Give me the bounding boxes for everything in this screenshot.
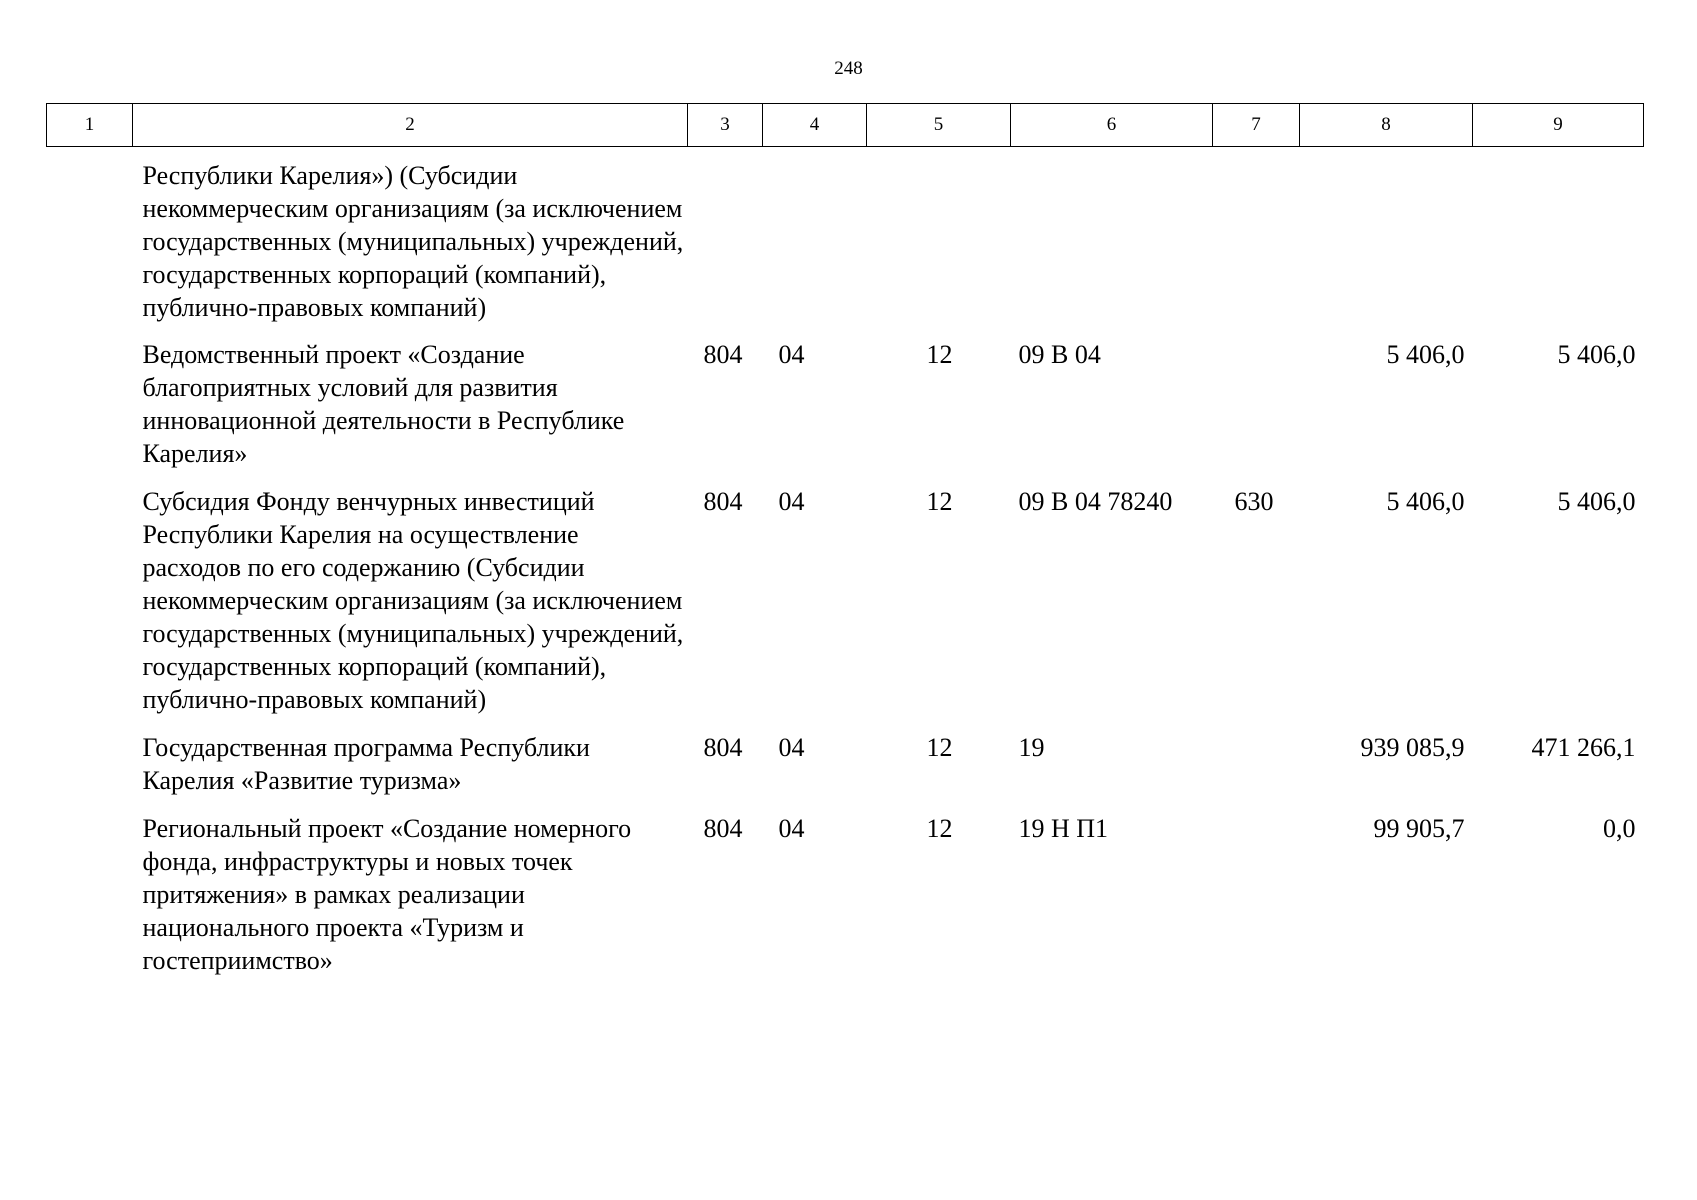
page-number: 248 [834,58,863,79]
row-section-code: 04 [778,814,805,843]
row-subsection-code: 12 [926,340,953,369]
row-number [47,338,133,485]
row-amount-1 [1300,147,1473,339]
row-number [47,731,133,812]
row-section-code: 04 [778,487,805,516]
row-name: Региональный проект «Создание номерного фонда, инфраструктуры и новых точек притяжения» в рамках реализации национального проекта «Туризм и гостеприимство» [142,814,632,975]
row-target-article: 09 В 04 [1018,340,1101,369]
row-subsection-code [867,147,1011,339]
row-target-article: 19 [1018,733,1045,762]
row-ministry-code: 804 [703,814,743,843]
row-amount-2: 5 406,0 [1557,487,1636,516]
header-col-7: 7 [1213,104,1300,147]
header-col-9: 9 [1473,104,1644,147]
row-amount-2 [1473,147,1644,339]
row-amount-1: 5 406,0 [1386,340,1465,369]
row-expense-type [1213,812,1300,992]
table-row [47,731,1644,812]
row-name: Ведомственный проект «Создание благоприятных условий для развития инновационной деятельности в Республике Карелия» [142,340,625,468]
header-col-8: 8 [1300,104,1473,147]
row-target-article: 19 Н П1 [1018,814,1109,843]
table-row [47,812,1644,992]
row-number [47,147,133,339]
row-subsection-code: 12 [926,814,953,843]
row-amount-1: 939 085,9 [1360,733,1465,762]
row-target-article [1011,147,1213,339]
row-name: Субсидия Фонду венчурных инвестиций Республики Карелия на осуществление расходов по его содержанию (Субсидии некоммерческим организациям (за исключением государственных (муниципальных) учреждений, государственных корпораций (компаний), публично-правовых компаний) [142,487,684,714]
row-number [47,812,133,992]
row-amount-1: 99 905,7 [1373,814,1465,843]
row-amount-2: 5 406,0 [1557,340,1636,369]
table-row [47,147,1644,339]
row-amount-1: 5 406,0 [1386,487,1465,516]
table-row [47,485,1644,731]
row-section-code: 04 [778,733,805,762]
row-target-article: 09 В 04 78240 [1018,487,1173,516]
header-col-2: 2 [133,104,688,147]
header-col-4: 4 [763,104,867,147]
header-col-5: 5 [867,104,1011,147]
row-expense-type [1213,338,1300,485]
row-ministry-code: 804 [703,733,743,762]
row-ministry-code: 804 [703,340,743,369]
row-name: Республики Карелия») (Субсидии некоммерческим организациям (за исключением государственных (муниципальных) учреждений, государственных корпораций (компаний), публично-правовых компаний) [142,161,684,322]
table-row [47,338,1644,485]
row-name: Государственная программа Республики Карелия «Развитие туризма» [142,733,590,795]
row-number [47,485,133,731]
row-subsection-code: 12 [926,733,953,762]
row-section-code: 04 [778,340,805,369]
row-expense-type: 630 [1234,487,1274,516]
row-subsection-code: 12 [926,487,953,516]
budget-table [46,103,1644,992]
row-ministry-code [688,147,763,339]
row-section-code [763,147,867,339]
row-amount-2: 471 266,1 [1531,733,1636,762]
header-col-6: 6 [1011,104,1213,147]
header-col-3: 3 [688,104,763,147]
row-expense-type [1213,147,1300,339]
row-ministry-code: 804 [703,487,743,516]
header-row [47,104,1644,147]
row-amount-2: 0,0 [1603,814,1636,843]
header-col-1: 1 [47,104,133,147]
row-expense-type [1213,731,1300,812]
